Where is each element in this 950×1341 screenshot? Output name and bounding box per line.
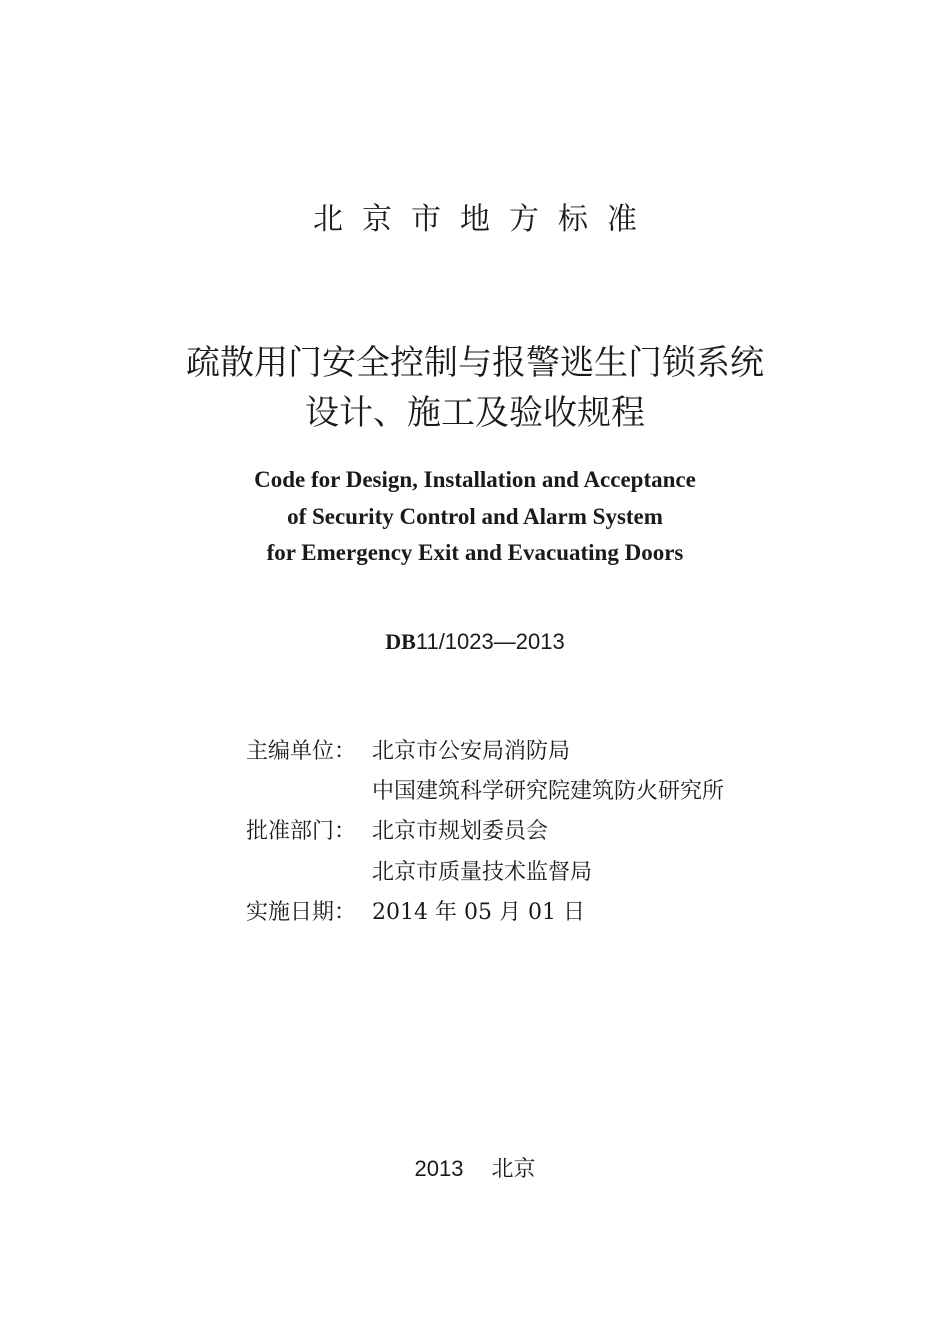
standard-type-heading: 北京市地方标准 — [313, 202, 656, 237]
title-cn-line-2: 设计、施工及验收规程 — [305, 393, 645, 433]
approver-label: 批准部门： — [246, 819, 357, 844]
effective-date-label: 实施日期： — [246, 900, 357, 925]
editor-organization-2: 中国建筑科学研究院建筑防火研究所 — [372, 779, 725, 804]
title-en-line-3: for Emergency Exit and Evacuating Doors — [266, 540, 684, 565]
approver-row-1 — [246, 814, 548, 850]
editor-organization-1: 北京市公安局消防局 — [372, 739, 571, 764]
editor-row-2 — [246, 774, 724, 810]
effective-date-value: 2014 年 05 月 01 日 — [372, 900, 585, 925]
approver-row-2 — [246, 855, 592, 891]
publication-city: 北京 — [491, 1157, 536, 1182]
title-en-line-1: Code for Design, Installation and Acceptance — [254, 467, 696, 492]
title-en-line-2: of Security Control and Alarm System — [287, 504, 663, 529]
editor-label: 主编单位： — [246, 739, 357, 764]
standard-number-prefix: DB — [385, 629, 416, 654]
publication-year: 2013 — [414, 1156, 464, 1181]
standard-number-code: 11/1023—2013 — [415, 629, 565, 654]
standard-number — [0, 627, 950, 658]
approver-organization-2: 北京市质量技术监督局 — [372, 860, 593, 885]
effective-date-row — [246, 895, 585, 931]
publication-footer — [0, 1153, 950, 1186]
title-cn-line-1: 疏散用门安全控制与报警逃生门锁系统 — [186, 343, 764, 383]
approver-organization-1: 北京市规划委员会 — [372, 819, 549, 844]
editor-row-1 — [246, 734, 570, 770]
